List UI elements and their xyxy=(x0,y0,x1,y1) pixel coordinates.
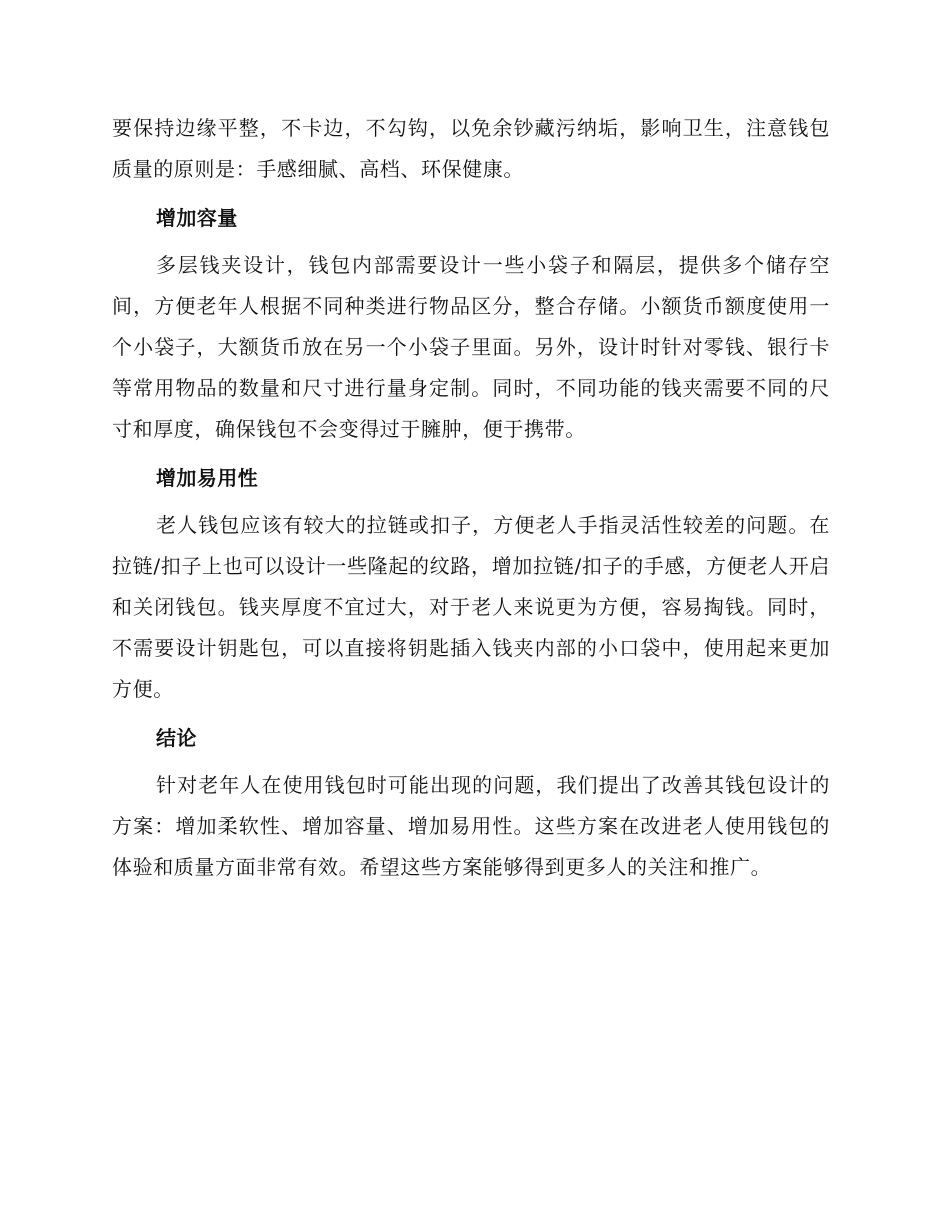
section-heading-conclusion: 结论 xyxy=(156,726,197,750)
section-paragraph-conclusion: 针对老年人在使用钱包时可能出现的问题，我们提出了改善其钱包设计的方案：增加柔软性、增加容量、增加易用性。这些方案在改进老人使用钱包的体验和质量方面非常有效。希望这些方案能够得到更多人的关注和推广。 xyxy=(112,773,830,879)
document-body xyxy=(112,108,830,888)
section-paragraph-usability: 老人钱包应该有较大的拉链或扣子，方便老人手指灵活性较差的问题。在拉链/扣子上也可以设计一些隆起的纹路，增加拉链/扣子的手感，方便老人开启和关闭钱包。钱夹厚度不宜过大，对于老人来说更为方便，容易掏钱。同时，不需要设计钥匙包，可以直接将钥匙插入钱夹内部的小口袋中，使用起来更加方便。 xyxy=(112,513,830,701)
section-paragraph-capacity: 多层钱夹设计，钱包内部需要设计一些小袋子和隔层，提供多个储存空间，方便老年人根据不同种类进行物品区分，整合存储。小额货币额度使用一个小袋子，大额货币放在另一个小袋子里面。另外，设计时针对零钱、银行卡等常用物品的数量和尺寸进行量身定制。同时，不同功能的钱夹需要不同的尺寸和厚度，确保钱包不会变得过于臃肿，便于携带。 xyxy=(112,253,830,441)
section-heading-usability: 增加易用性 xyxy=(156,466,258,490)
section-heading-capacity: 增加容量 xyxy=(156,206,238,230)
intro-paragraph: 要保持边缘平整，不卡边，不勾钩，以免余钞藏污纳垢，影响卫生，注意钱包质量的原则是：手感细腻、高档、环保健康。 xyxy=(112,116,830,181)
